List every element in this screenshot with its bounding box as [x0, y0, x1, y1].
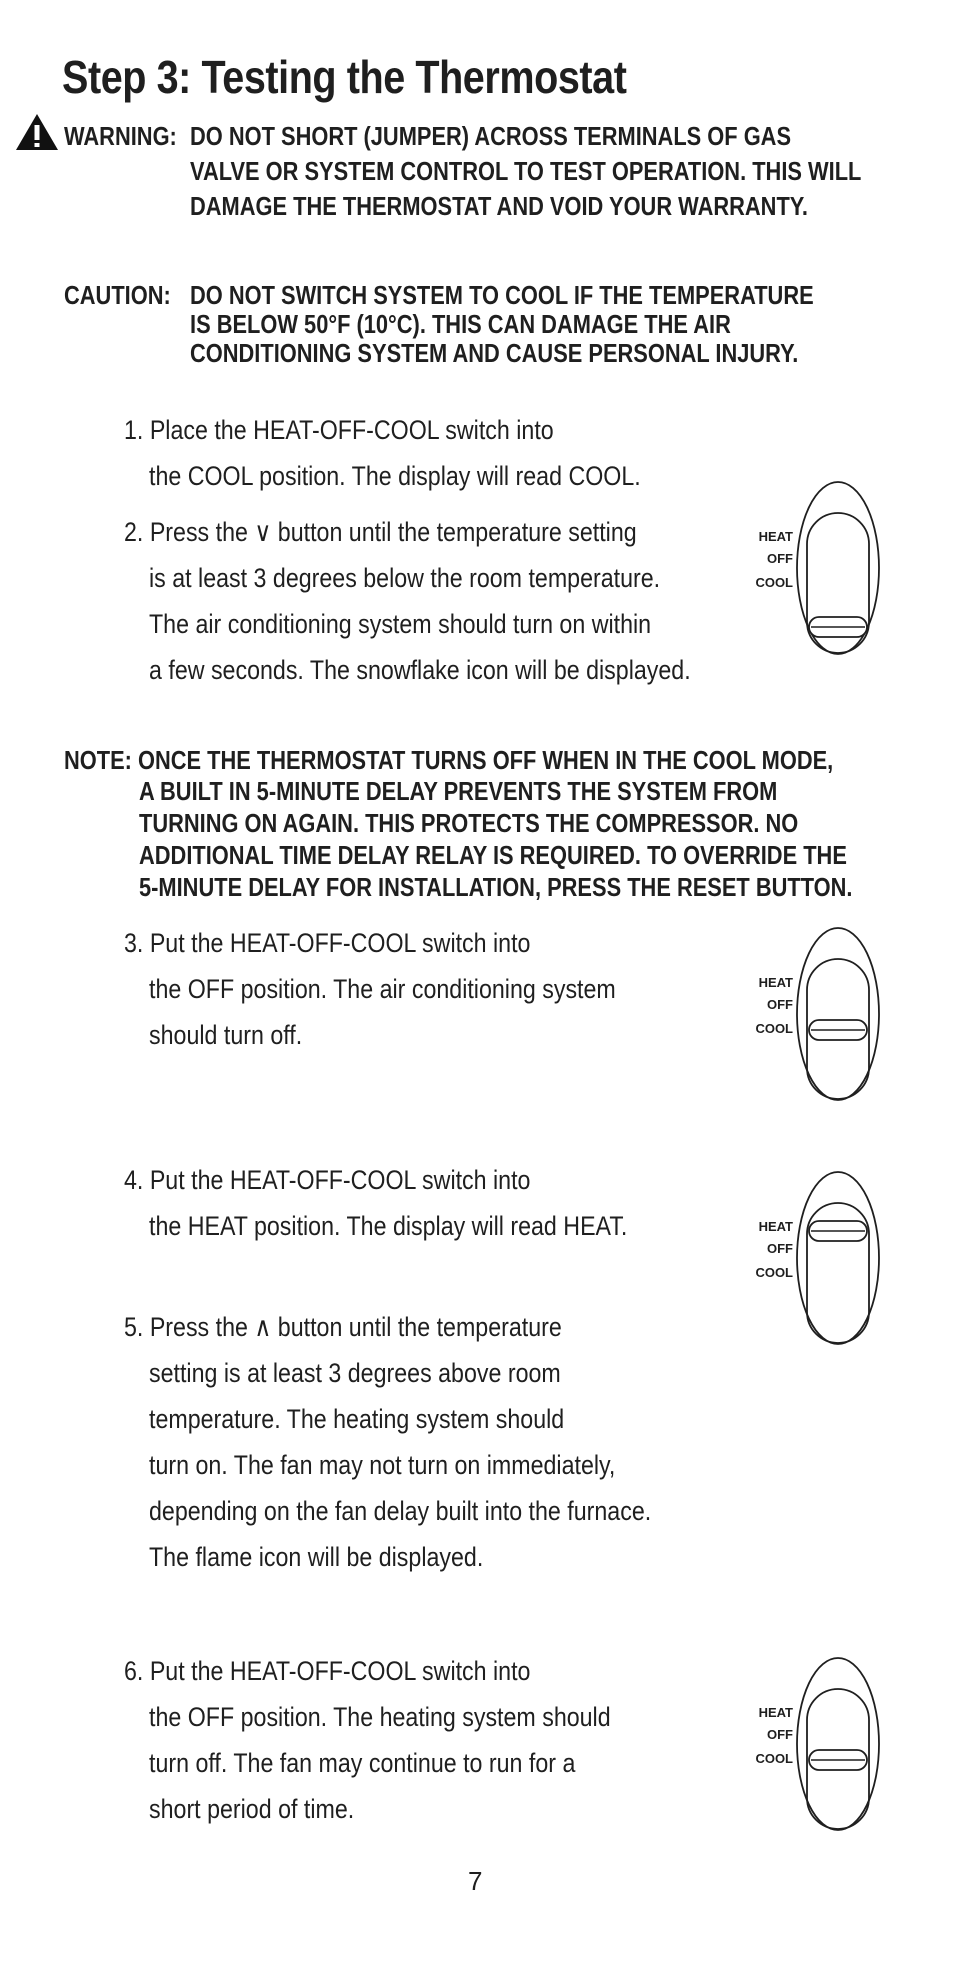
- note-line: A BUILT IN 5-MINUTE DELAY PREVENTS THE SYSTEM FROM: [139, 776, 778, 806]
- warning-line: DAMAGE THE THERMOSTAT AND VOID YOUR WARRANTY.: [190, 191, 809, 221]
- switch-label-heat: HEAT: [758, 1705, 793, 1720]
- warning-icon: [14, 112, 60, 152]
- step-1-line: 1. Place the HEAT-OFF-COOL switch into: [124, 415, 554, 445]
- note-line: NOTE: ONCE THE THERMOSTAT TURNS OFF WHEN IN THE COOL MODE,: [64, 745, 834, 775]
- heat-off-cool-switch-diagram: [750, 1656, 890, 1837]
- switch-label-off: OFF: [767, 1727, 793, 1742]
- step-3-line: 3. Put the HEAT-OFF-COOL switch into: [124, 928, 531, 958]
- switch-label-cool: COOL: [755, 1021, 793, 1036]
- page-title: Step 3: Testing the Thermostat: [62, 51, 627, 103]
- switch-label-cool: COOL: [755, 1265, 793, 1280]
- warning-label: WARNING:: [64, 121, 177, 151]
- page-number: 7: [468, 1866, 483, 1896]
- step-5-line: The flame icon will be displayed.: [149, 1542, 484, 1572]
- switch-dial-graphic: [750, 480, 890, 656]
- step-5-line: depending on the fan delay built into the furnace.: [149, 1496, 652, 1526]
- switch-label-heat: HEAT: [758, 529, 793, 544]
- warning-line: VALVE OR SYSTEM CONTROL TO TEST OPERATION. THIS WILL: [190, 156, 862, 186]
- switch-housing-outline: [797, 1172, 879, 1344]
- switch-label-off: OFF: [767, 551, 793, 566]
- step-2-line: 2. Press the ∨ button until the temperature setting: [124, 517, 637, 547]
- step-6-line: the OFF position. The heating system should: [149, 1702, 611, 1732]
- switch-label-off: OFF: [767, 997, 793, 1012]
- step-2-line: a few seconds. The snowflake icon will be displayed.: [149, 655, 691, 685]
- warning-line: DO NOT SHORT (JUMPER) ACROSS TERMINALS OF GAS: [190, 121, 792, 151]
- heat-off-cool-switch-diagram: [750, 1170, 890, 1351]
- step-6-line: short period of time.: [149, 1794, 355, 1824]
- switch-dial-graphic: [750, 1656, 890, 1832]
- switch-label-heat: HEAT: [758, 975, 793, 990]
- switch-housing-outline: [797, 1658, 879, 1830]
- step-4-line: 4. Put the HEAT-OFF-COOL switch into: [124, 1165, 531, 1195]
- note-line: ADDITIONAL TIME DELAY RELAY IS REQUIRED. TO OVERRIDE THE: [139, 840, 847, 870]
- step-6-line: 6. Put the HEAT-OFF-COOL switch into: [124, 1656, 531, 1686]
- switch-label-heat: HEAT: [758, 1219, 793, 1234]
- switch-label-cool: COOL: [755, 1751, 793, 1766]
- step-5-line: temperature. The heating system should: [149, 1404, 565, 1434]
- caution-line: CONDITIONING SYSTEM AND CAUSE PERSONAL INJURY.: [190, 338, 799, 368]
- caution-line: DO NOT SWITCH SYSTEM TO COOL IF THE TEMPERATURE: [190, 280, 814, 310]
- note-line: 5-MINUTE DELAY FOR INSTALLATION, PRESS THE RESET BUTTON.: [139, 872, 853, 902]
- step-1-line: the COOL position. The display will read COOL.: [149, 461, 641, 491]
- caution-line: IS BELOW 50°F (10°C). THIS CAN DAMAGE THE AIR: [190, 309, 731, 339]
- switch-dial-graphic: [750, 1170, 890, 1346]
- switch-dial-graphic: [750, 926, 890, 1102]
- caution-label: CAUTION:: [64, 280, 171, 310]
- step-2-line: The air conditioning system should turn on within: [149, 609, 652, 639]
- switch-label-off: OFF: [767, 1241, 793, 1256]
- heat-off-cool-switch-diagram: [750, 480, 890, 661]
- switch-label-cool: COOL: [755, 575, 793, 590]
- note-line: TURNING ON AGAIN. THIS PROTECTS THE COMPRESSOR. NO: [139, 808, 799, 838]
- heat-off-cool-switch-diagram: [750, 926, 890, 1107]
- step-5-line: turn on. The fan may not turn on immediately,: [149, 1450, 616, 1480]
- step-3-line: the OFF position. The air conditioning system: [149, 974, 616, 1004]
- step-5-line: setting is at least 3 degrees above room: [149, 1358, 561, 1388]
- step-2-line: is at least 3 degrees below the room temperature.: [149, 563, 661, 593]
- switch-housing-outline: [797, 928, 879, 1100]
- step-5-line: 5. Press the ∧ button until the temperature: [124, 1312, 562, 1342]
- step-6-line: turn off. The fan may continue to run for a: [149, 1748, 576, 1778]
- step-3-line: should turn off.: [149, 1020, 303, 1050]
- step-4-line: the HEAT position. The display will read HEAT.: [149, 1211, 628, 1241]
